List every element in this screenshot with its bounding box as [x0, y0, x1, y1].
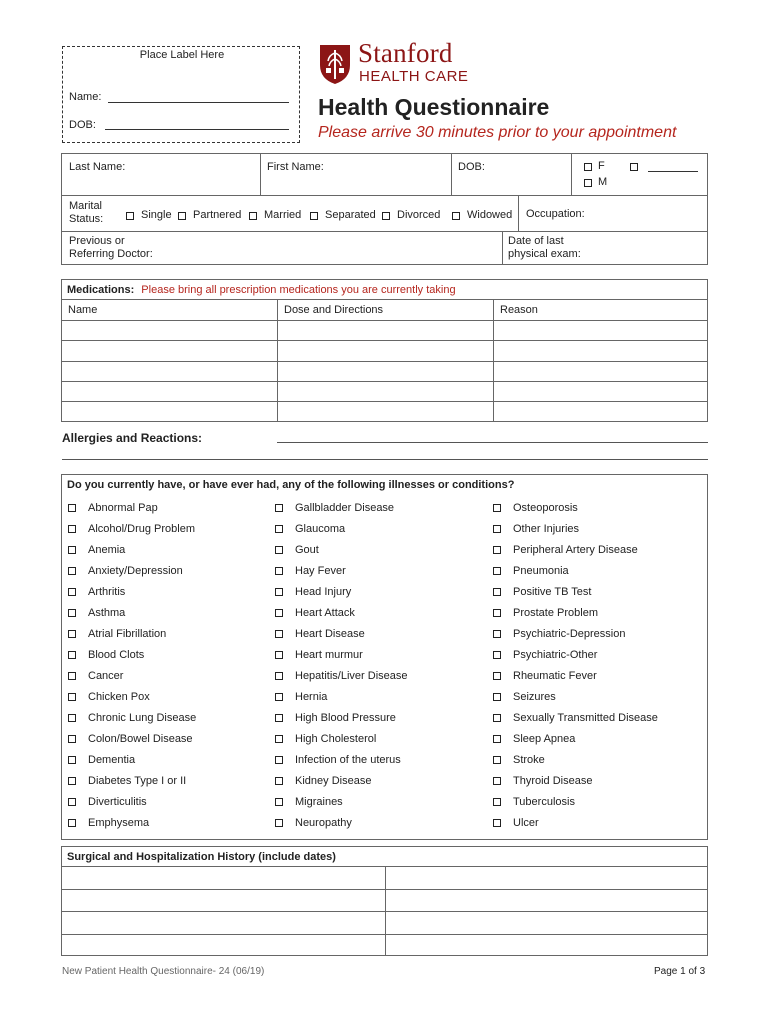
condition-item[interactable]: [275, 623, 485, 644]
condition-item[interactable]: [275, 497, 485, 518]
medications-row-divider: [61, 299, 708, 300]
condition-checkbox[interactable]: [68, 504, 76, 512]
medications-row-divider: [61, 340, 708, 341]
condition-item[interactable]: [275, 602, 485, 623]
condition-checkbox[interactable]: [68, 567, 76, 575]
condition-checkbox[interactable]: [493, 777, 501, 785]
condition-checkbox[interactable]: [68, 798, 76, 806]
condition-item[interactable]: [68, 770, 268, 791]
condition-checkbox[interactable]: [493, 525, 501, 533]
condition-checkbox[interactable]: [275, 714, 283, 722]
condition-item[interactable]: [493, 749, 703, 770]
sex-m-checkbox[interactable]: [584, 179, 592, 187]
marital-option-label: Single: [141, 209, 172, 221]
condition-label: Psychiatric-Other: [513, 648, 598, 661]
condition-label: Gallbladder Disease: [295, 501, 395, 514]
condition-checkbox[interactable]: [68, 525, 76, 533]
condition-label: Hernia: [295, 690, 328, 703]
condition-label: Atrial Fibrillation: [88, 627, 167, 640]
condition-checkbox[interactable]: [493, 693, 501, 701]
condition-checkbox[interactable]: [68, 672, 76, 680]
condition-item[interactable]: [68, 728, 268, 749]
condition-checkbox[interactable]: [493, 651, 501, 659]
condition-label: Psychiatric-Depression: [513, 627, 626, 640]
allergies-line[interactable]: [62, 459, 708, 460]
medications-row-divider: [61, 381, 708, 382]
marital-separated-checkbox[interactable]: [310, 212, 318, 220]
condition-item[interactable]: [275, 707, 485, 728]
condition-label: Abnormal Pap: [88, 501, 158, 514]
page-title: Health Questionnaire: [318, 94, 550, 120]
condition-label: Pneumonia: [513, 564, 569, 577]
previous-doctor-label: Previous or: [69, 235, 125, 247]
medications-col-dose: Dose and Directions: [284, 304, 384, 316]
condition-item[interactable]: [493, 644, 703, 665]
last-exam-field[interactable]: physical exam:: [508, 248, 581, 260]
condition-item[interactable]: [275, 539, 485, 560]
condition-label: Ulcer: [513, 816, 539, 829]
condition-label: Infection of the uterus: [295, 753, 401, 766]
condition-checkbox[interactable]: [493, 567, 501, 575]
condition-label: Chronic Lung Disease: [88, 711, 197, 724]
medications-header: [67, 284, 456, 296]
condition-label: Hay Fever: [295, 564, 346, 577]
condition-label: Cancer: [88, 669, 124, 682]
marital-option-label: Married: [264, 209, 302, 221]
condition-checkbox[interactable]: [493, 714, 501, 722]
marital-widowed-checkbox[interactable]: [452, 212, 460, 220]
condition-item[interactable]: [68, 623, 268, 644]
condition-checkbox[interactable]: [275, 756, 283, 764]
previous-doctor-field[interactable]: Referring Doctor:: [69, 248, 153, 260]
condition-checkbox[interactable]: [275, 546, 283, 554]
patient-col-divider: [571, 153, 572, 195]
medications-row-divider: [61, 401, 708, 402]
medications-col-divider: [493, 299, 494, 422]
condition-label: Colon/Bowel Disease: [88, 732, 193, 745]
medications-note: Please bring all prescription medications you are currently taking: [141, 284, 456, 296]
condition-item[interactable]: [68, 812, 268, 833]
condition-item[interactable]: [68, 707, 268, 728]
medications-col-reason: Reason: [500, 304, 538, 316]
condition-checkbox[interactable]: [275, 672, 283, 680]
condition-item[interactable]: [275, 728, 485, 749]
condition-item[interactable]: [493, 560, 703, 581]
condition-checkbox[interactable]: [68, 777, 76, 785]
marital-label: Marital: [69, 200, 103, 212]
last-name-field[interactable]: Last Name:: [69, 161, 126, 173]
condition-label: Other Injuries: [513, 522, 580, 535]
condition-item[interactable]: [275, 560, 485, 581]
marital-option-label: Partnered: [193, 209, 242, 221]
condition-label: Glaucoma: [295, 522, 346, 535]
conditions-question: Do you currently have, or have ever had, any of the following illnesses or conditions?: [67, 479, 515, 491]
condition-item[interactable]: [493, 770, 703, 791]
condition-item[interactable]: [275, 581, 485, 602]
condition-checkbox[interactable]: [68, 609, 76, 617]
condition-label: Stroke: [513, 753, 545, 766]
condition-item[interactable]: [275, 770, 485, 791]
condition-label: Arthritis: [88, 585, 126, 598]
condition-checkbox[interactable]: [275, 609, 283, 617]
condition-label: Hepatitis/Liver Disease: [295, 669, 408, 682]
condition-item[interactable]: [68, 518, 268, 539]
condition-label: High Blood Pressure: [295, 711, 396, 724]
condition-label: Chicken Pox: [88, 690, 150, 703]
condition-item[interactable]: [68, 644, 268, 665]
patient-row-divider: [61, 195, 708, 196]
condition-checkbox[interactable]: [68, 651, 76, 659]
condition-checkbox[interactable]: [493, 819, 501, 827]
medications-title: Medications:: [67, 284, 135, 296]
condition-label: Rheumatic Fever: [513, 669, 597, 682]
condition-item[interactable]: [68, 665, 268, 686]
condition-checkbox[interactable]: [275, 651, 283, 659]
condition-item[interactable]: [275, 518, 485, 539]
medications-row-divider: [61, 320, 708, 321]
condition-label: Anxiety/Depression: [88, 564, 183, 577]
condition-item[interactable]: [68, 581, 268, 602]
condition-checkbox[interactable]: [275, 798, 283, 806]
condition-item[interactable]: [68, 686, 268, 707]
condition-item[interactable]: [68, 497, 268, 518]
surgical-title: Surgical and Hospitalization History (include dates): [67, 851, 336, 863]
condition-checkbox[interactable]: [68, 819, 76, 827]
condition-label: Heart murmur: [295, 648, 363, 661]
condition-label: Neuropathy: [295, 816, 352, 829]
condition-checkbox[interactable]: [68, 735, 76, 743]
condition-item[interactable]: [493, 602, 703, 623]
condition-checkbox[interactable]: [68, 714, 76, 722]
patient-row-divider: [61, 231, 708, 232]
condition-item[interactable]: [68, 749, 268, 770]
sex-other-line[interactable]: [648, 171, 698, 172]
sex-f-checkbox[interactable]: [584, 163, 592, 171]
condition-checkbox[interactable]: [275, 588, 283, 596]
condition-label: Dementia: [88, 753, 136, 766]
label-dob-line[interactable]: [105, 129, 289, 130]
condition-label: Seizures: [513, 690, 556, 703]
condition-checkbox[interactable]: [275, 693, 283, 701]
condition-checkbox[interactable]: [68, 546, 76, 554]
condition-checkbox[interactable]: [493, 798, 501, 806]
marital-option-label: Widowed: [467, 209, 513, 221]
marital-divorced-checkbox[interactable]: [382, 212, 390, 220]
condition-item[interactable]: [275, 791, 485, 812]
marital-married-checkbox[interactable]: [249, 212, 257, 220]
logo-stanford-text: Stanford: [358, 38, 453, 68]
condition-item[interactable]: [68, 602, 268, 623]
condition-checkbox[interactable]: [68, 588, 76, 596]
condition-label: Anemia: [88, 543, 126, 556]
patient-col-divider: [518, 195, 519, 231]
condition-label: Asthma: [88, 606, 126, 619]
condition-item[interactable]: [493, 728, 703, 749]
condition-item[interactable]: [68, 791, 268, 812]
condition-checkbox[interactable]: [275, 777, 283, 785]
condition-checkbox[interactable]: [493, 735, 501, 743]
label-name-line[interactable]: [108, 102, 289, 103]
condition-item[interactable]: [68, 539, 268, 560]
condition-checkbox[interactable]: [493, 546, 501, 554]
condition-checkbox[interactable]: [275, 567, 283, 575]
medications-col-divider: [277, 299, 278, 422]
condition-checkbox[interactable]: [68, 630, 76, 638]
medications-col-name: Name: [68, 304, 98, 316]
condition-label: Peripheral Artery Disease: [513, 543, 638, 556]
condition-label: Migraines: [295, 795, 343, 808]
marital-label: Status:: [69, 213, 104, 225]
page-subtitle: Please arrive 30 minutes prior to your appointment: [318, 124, 677, 141]
sex-other-checkbox[interactable]: [630, 163, 638, 171]
condition-label: Heart Disease: [295, 627, 365, 640]
footer-page-number: Page 1 of 3: [654, 966, 706, 977]
condition-label: High Cholesterol: [295, 732, 377, 745]
label-name-text: Name:: [69, 91, 102, 103]
condition-item[interactable]: [493, 518, 703, 539]
condition-item[interactable]: [493, 665, 703, 686]
condition-item[interactable]: [275, 812, 485, 833]
condition-item[interactable]: [493, 539, 703, 560]
condition-checkbox[interactable]: [68, 756, 76, 764]
patient-label-area: [62, 46, 300, 143]
occupation-field[interactable]: Occupation:: [526, 208, 585, 220]
condition-checkbox[interactable]: [493, 609, 501, 617]
patient-col-divider: [451, 153, 452, 195]
condition-label: Emphysema: [88, 816, 150, 829]
condition-label: Sleep Apnea: [513, 732, 576, 745]
condition-label: Tuberculosis: [513, 795, 575, 808]
conditions-column-1: [68, 497, 268, 833]
condition-label: Osteoporosis: [513, 501, 578, 514]
last-exam-label: Date of last: [508, 235, 564, 247]
condition-item[interactable]: [275, 665, 485, 686]
first-name-field[interactable]: First Name:: [267, 161, 324, 173]
condition-item[interactable]: [493, 686, 703, 707]
footer-form-id: New Patient Health Questionnaire- 24 (06/19): [62, 966, 265, 977]
sex-m-label: M: [598, 176, 608, 188]
conditions-column-2: [275, 497, 485, 833]
condition-item[interactable]: [493, 707, 703, 728]
condition-label: Gout: [295, 543, 319, 556]
condition-label: Thyroid Disease: [513, 774, 593, 787]
surgical-col-divider: [385, 866, 386, 956]
condition-checkbox[interactable]: [275, 525, 283, 533]
marital-partnered-checkbox[interactable]: [178, 212, 186, 220]
condition-item[interactable]: [493, 812, 703, 833]
condition-item[interactable]: [493, 791, 703, 812]
condition-label: Kidney Disease: [295, 774, 372, 787]
condition-label: Diverticulitis: [88, 795, 147, 808]
condition-checkbox[interactable]: [275, 504, 283, 512]
condition-label: Diabetes Type I or II: [88, 774, 187, 787]
condition-item[interactable]: [493, 623, 703, 644]
condition-checkbox[interactable]: [68, 693, 76, 701]
label-dob-text: DOB:: [69, 119, 96, 131]
condition-label: Alcohol/Drug Problem: [88, 522, 195, 535]
label-box-title: Place Label Here: [139, 49, 225, 61]
condition-label: Head Injury: [295, 585, 352, 598]
condition-checkbox[interactable]: [493, 672, 501, 680]
medications-row-divider: [61, 361, 708, 362]
logo-health-care-text: HEALTH CARE: [359, 68, 469, 85]
condition-label: Sexually Transmitted Disease: [513, 711, 658, 724]
condition-item[interactable]: [275, 749, 485, 770]
condition-item[interactable]: [275, 644, 485, 665]
marital-option-label: Divorced: [397, 209, 441, 221]
stanford-tree-seal-icon: [318, 43, 352, 85]
condition-checkbox[interactable]: [275, 819, 283, 827]
marital-single-checkbox[interactable]: [126, 212, 134, 220]
condition-label: Heart Attack: [295, 606, 355, 619]
condition-item[interactable]: [493, 581, 703, 602]
allergies-label: Allergies and Reactions:: [62, 431, 203, 445]
condition-checkbox[interactable]: [493, 588, 501, 596]
dob-field[interactable]: DOB:: [458, 161, 485, 173]
condition-checkbox[interactable]: [275, 630, 283, 638]
condition-item[interactable]: [493, 497, 703, 518]
allergies-line[interactable]: [277, 442, 708, 443]
condition-checkbox[interactable]: [275, 735, 283, 743]
condition-item[interactable]: [68, 560, 268, 581]
condition-checkbox[interactable]: [493, 504, 501, 512]
condition-item[interactable]: [275, 686, 485, 707]
condition-checkbox[interactable]: [493, 630, 501, 638]
condition-label: Prostate Problem: [513, 606, 598, 619]
condition-label: Blood Clots: [88, 648, 145, 661]
marital-option-label: Separated: [325, 209, 376, 221]
sex-f-label: F: [598, 160, 605, 172]
patient-col-divider: [502, 231, 503, 265]
conditions-column-3: [493, 497, 703, 833]
condition-label: Positive TB Test: [513, 585, 592, 598]
condition-checkbox[interactable]: [493, 756, 501, 764]
patient-col-divider: [260, 153, 261, 195]
